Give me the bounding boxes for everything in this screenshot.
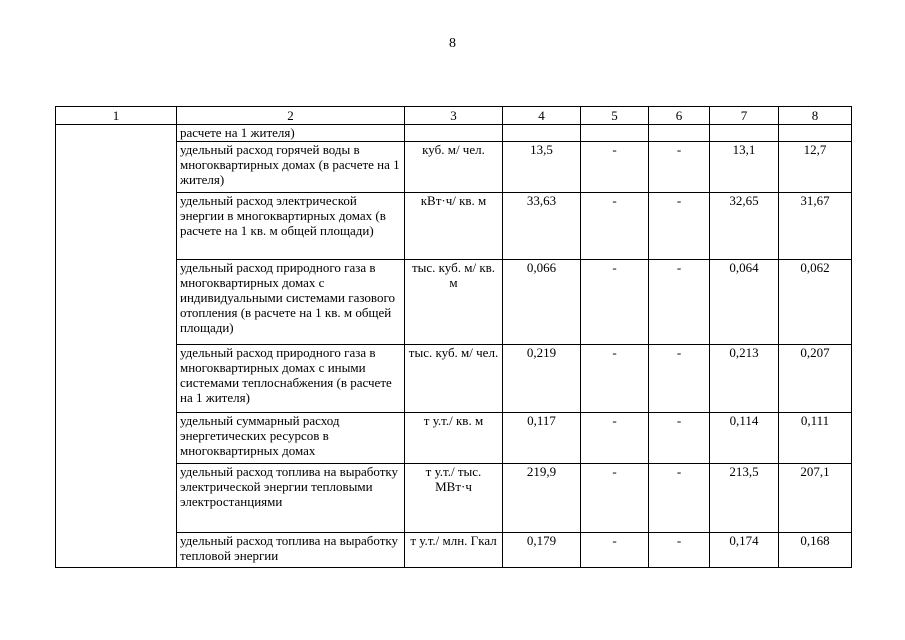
header-col-7: 7	[710, 107, 779, 125]
value-col-4: 13,5	[503, 142, 581, 193]
value-col-4: 0,179	[503, 533, 581, 568]
header-col-3: 3	[405, 107, 503, 125]
value-col-5: -	[581, 193, 649, 260]
header-col-8: 8	[779, 107, 852, 125]
value-col-4: 33,63	[503, 193, 581, 260]
value-col-8	[779, 125, 852, 142]
value-col-8: 31,67	[779, 193, 852, 260]
indicator-name: удельный расход природного газа в многоквартирных домах с индивидуальными системами газового отопления (в расчете на 1 кв. м общей площади)	[177, 260, 405, 345]
value-col-5	[581, 125, 649, 142]
value-col-7	[710, 125, 779, 142]
value-col-7: 213,5	[710, 464, 779, 533]
value-col-5: -	[581, 413, 649, 464]
value-col-7: 13,1	[710, 142, 779, 193]
indicator-name: удельный расход топлива на выработку тепловой энергии	[177, 533, 405, 568]
value-col-5: -	[581, 345, 649, 413]
value-col-7: 32,65	[710, 193, 779, 260]
indicator-name: расчете на 1 жителя)	[177, 125, 405, 142]
value-col-6: -	[649, 413, 710, 464]
indicator-unit	[405, 125, 503, 142]
value-col-8: 0,062	[779, 260, 852, 345]
indicator-name: удельный расход электрической энергии в многоквартирных домах (в расчете на 1 кв. м общей площади)	[177, 193, 405, 260]
indicator-name: удельный расход природного газа в многоквартирных домах с иными системами теплоснабжения (в расчете на 1 жителя)	[177, 345, 405, 413]
indicator-unit: т у.т./ кв. м	[405, 413, 503, 464]
col-1-merged-cell	[56, 125, 177, 568]
indicator-unit: тыс. куб. м/ чел.	[405, 345, 503, 413]
value-col-6: -	[649, 533, 710, 568]
header-row	[56, 107, 852, 125]
indicator-unit: т у.т./ млн. Гкал	[405, 533, 503, 568]
value-col-8: 0,111	[779, 413, 852, 464]
value-col-5: -	[581, 260, 649, 345]
value-col-7: 0,064	[710, 260, 779, 345]
table-row	[56, 125, 852, 142]
indicators-table	[55, 106, 852, 568]
indicator-name: удельный расход топлива на выработку электрической энергии тепловыми электростанциями	[177, 464, 405, 533]
indicator-name: удельный суммарный расход энергетических ресурсов в многоквартирных домах	[177, 413, 405, 464]
value-col-5: -	[581, 533, 649, 568]
value-col-8: 0,207	[779, 345, 852, 413]
page-number: 8	[449, 36, 456, 51]
header-col-1: 1	[56, 107, 177, 125]
value-col-4: 219,9	[503, 464, 581, 533]
value-col-6: -	[649, 260, 710, 345]
value-col-6: -	[649, 464, 710, 533]
indicator-unit: тыс. куб. м/ кв. м	[405, 260, 503, 345]
header-col-4: 4	[503, 107, 581, 125]
indicator-name: удельный расход горячей воды в многоквартирных домах (в расчете на 1 жителя)	[177, 142, 405, 193]
header-col-2: 2	[177, 107, 405, 125]
value-col-8: 207,1	[779, 464, 852, 533]
value-col-8: 12,7	[779, 142, 852, 193]
value-col-7: 0,114	[710, 413, 779, 464]
indicator-unit: т у.т./ тыс. МВт·ч	[405, 464, 503, 533]
value-col-4: 0,117	[503, 413, 581, 464]
value-col-6	[649, 125, 710, 142]
indicator-unit: куб. м/ чел.	[405, 142, 503, 193]
value-col-4: 0,219	[503, 345, 581, 413]
value-col-7: 0,213	[710, 345, 779, 413]
value-col-6: -	[649, 142, 710, 193]
value-col-4: 0,066	[503, 260, 581, 345]
value-col-6: -	[649, 345, 710, 413]
value-col-5: -	[581, 142, 649, 193]
value-col-4	[503, 125, 581, 142]
header-col-6: 6	[649, 107, 710, 125]
value-col-7: 0,174	[710, 533, 779, 568]
header-col-5: 5	[581, 107, 649, 125]
value-col-5: -	[581, 464, 649, 533]
value-col-6: -	[649, 193, 710, 260]
indicator-unit: кВт·ч/ кв. м	[405, 193, 503, 260]
value-col-8: 0,168	[779, 533, 852, 568]
